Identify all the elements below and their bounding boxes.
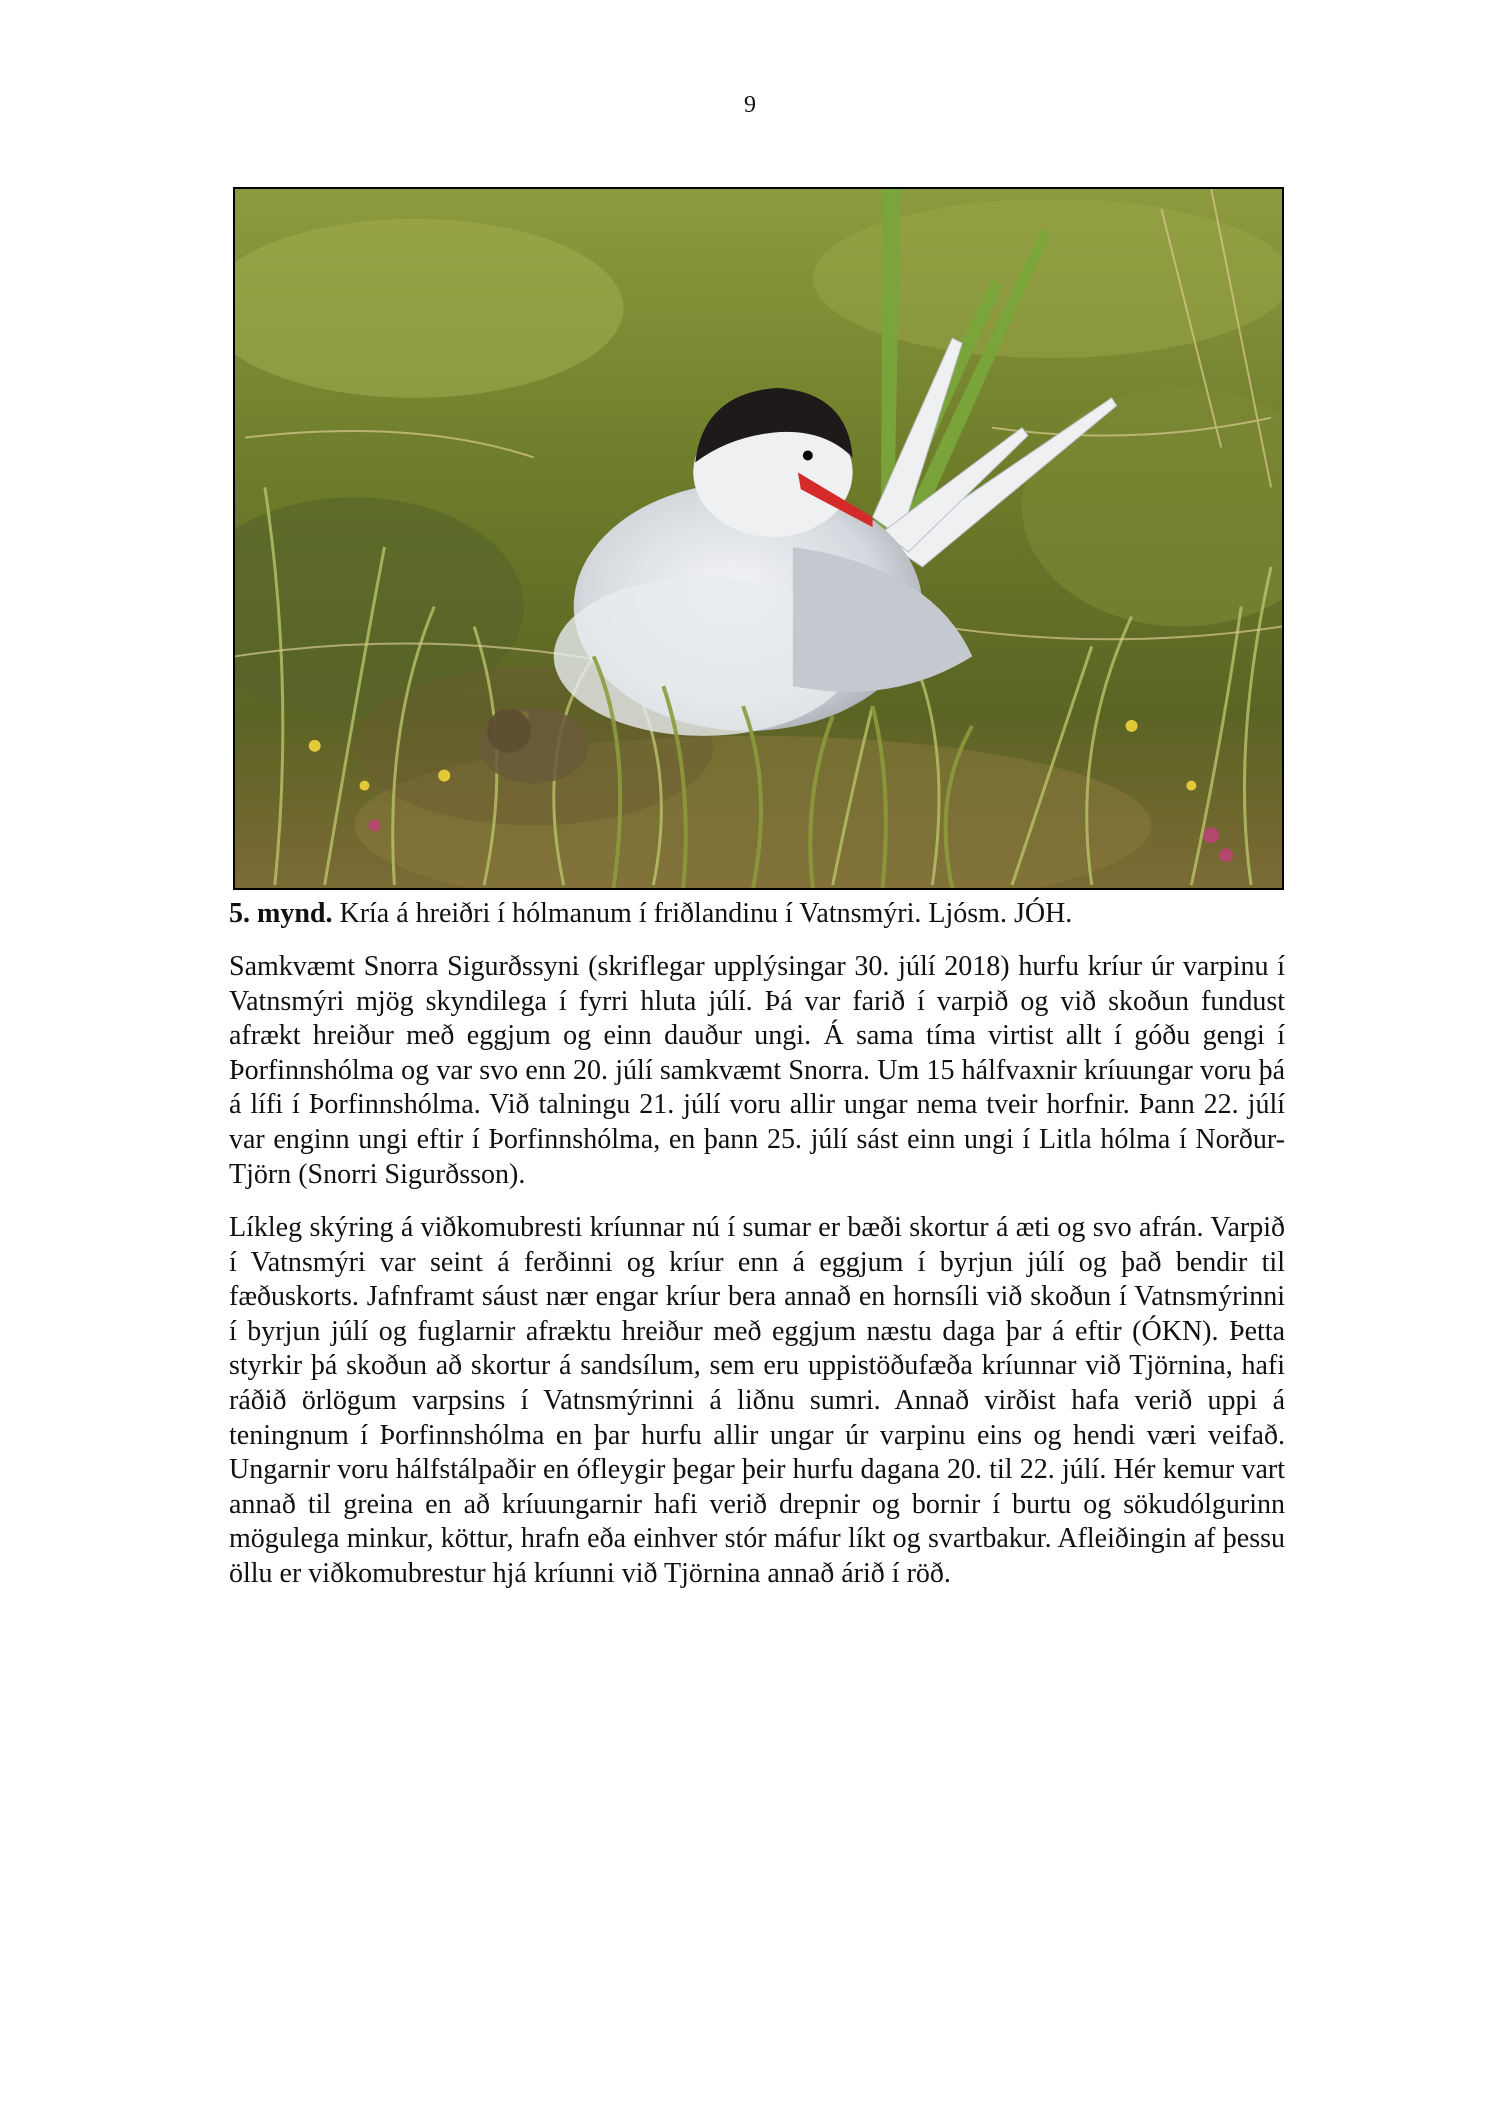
figure-photo-tern [233,187,1284,890]
body-paragraph-1: Samkvæmt Snorra Sigurðssyni (skriflegar upplýsingar 30. júlí 2018) hurfu kríur úr varpinu í Vatnsmýri mjög skyndilega í fyrri hluta júlí. Þá var farið í varpið og við skoðun fundust afrækt hreiður með eggjum og einn dauður ungi. Á sama tíma virtist allt í góðu gengi í Þorfinnshólma og var svo enn 20. júlí samkvæmt Snorra. Um 15 hálfvaxnir kríuungar voru þá á lífi í Þorfinnshólma. Við talningu 21. júlí voru allir ungar nema tveir horfnir. Þann 22. júlí var enginn ungi eftir í Þorfinnshólma, en þann 25. júlí sást einn ungi í Litla hólma í Norður-Tjörn (Snorri Sigurðsson). [229,951,1285,1190]
caption-label: 5. mynd. [229,898,333,929]
figure-caption [229,897,1289,931]
tern-photo-illustration [235,189,1282,888]
body-paragraph-2: Líkleg skýring á viðkomubresti kríunnar nú í sumar er bæði skortur á æti og svo afrán. Varpið í Vatnsmýri var seint á ferðinni og kríur enn á eggjum í byrjun júlí og það bendir til fæðuskorts. Jafnframt sáust nær engar kríur bera annað en hornsíli við skoðun í Vatnsmýrinni í byrjun júlí og fuglarnir afræktu hreiður með eggjum næstu daga þar á eftir (ÓKN). Þetta styrkir þá skoðun að skortur á sandsílum, sem eru uppistöðufæða kríunnar við Tjörnina, hafi ráðið örlögum varpsins í Vatnsmýrinni á liðnu sumri. Annað virðist hafa verið uppi á teningnum í Þorfinnshólma en þar hurfu allir ungar úr varpinu eins og hendi væri veifað. Ungarnir voru hálfstálpaðir en ófleygir þegar þeir hurfu dagana 20. til 22. júlí. Hér kemur vart annað til greina en að kríuungarnir hafi verið drepnir og bornir í burtu og sökudólgurinn mögulega minkur, köttur, hrafn eða einhver stór máfur líkt og svartbakur. Afleiðingin af þessu öllu er viðkomubrestur hjá kríunni við Tjörnina annað árið í röð. [229,1212,1285,1589]
page-number: 9 [744,92,756,118]
caption-text: Kría á hreiðri í hólmanum í friðlandinu í Vatnsmýri. Ljósm. JÓH. [332,898,1073,929]
